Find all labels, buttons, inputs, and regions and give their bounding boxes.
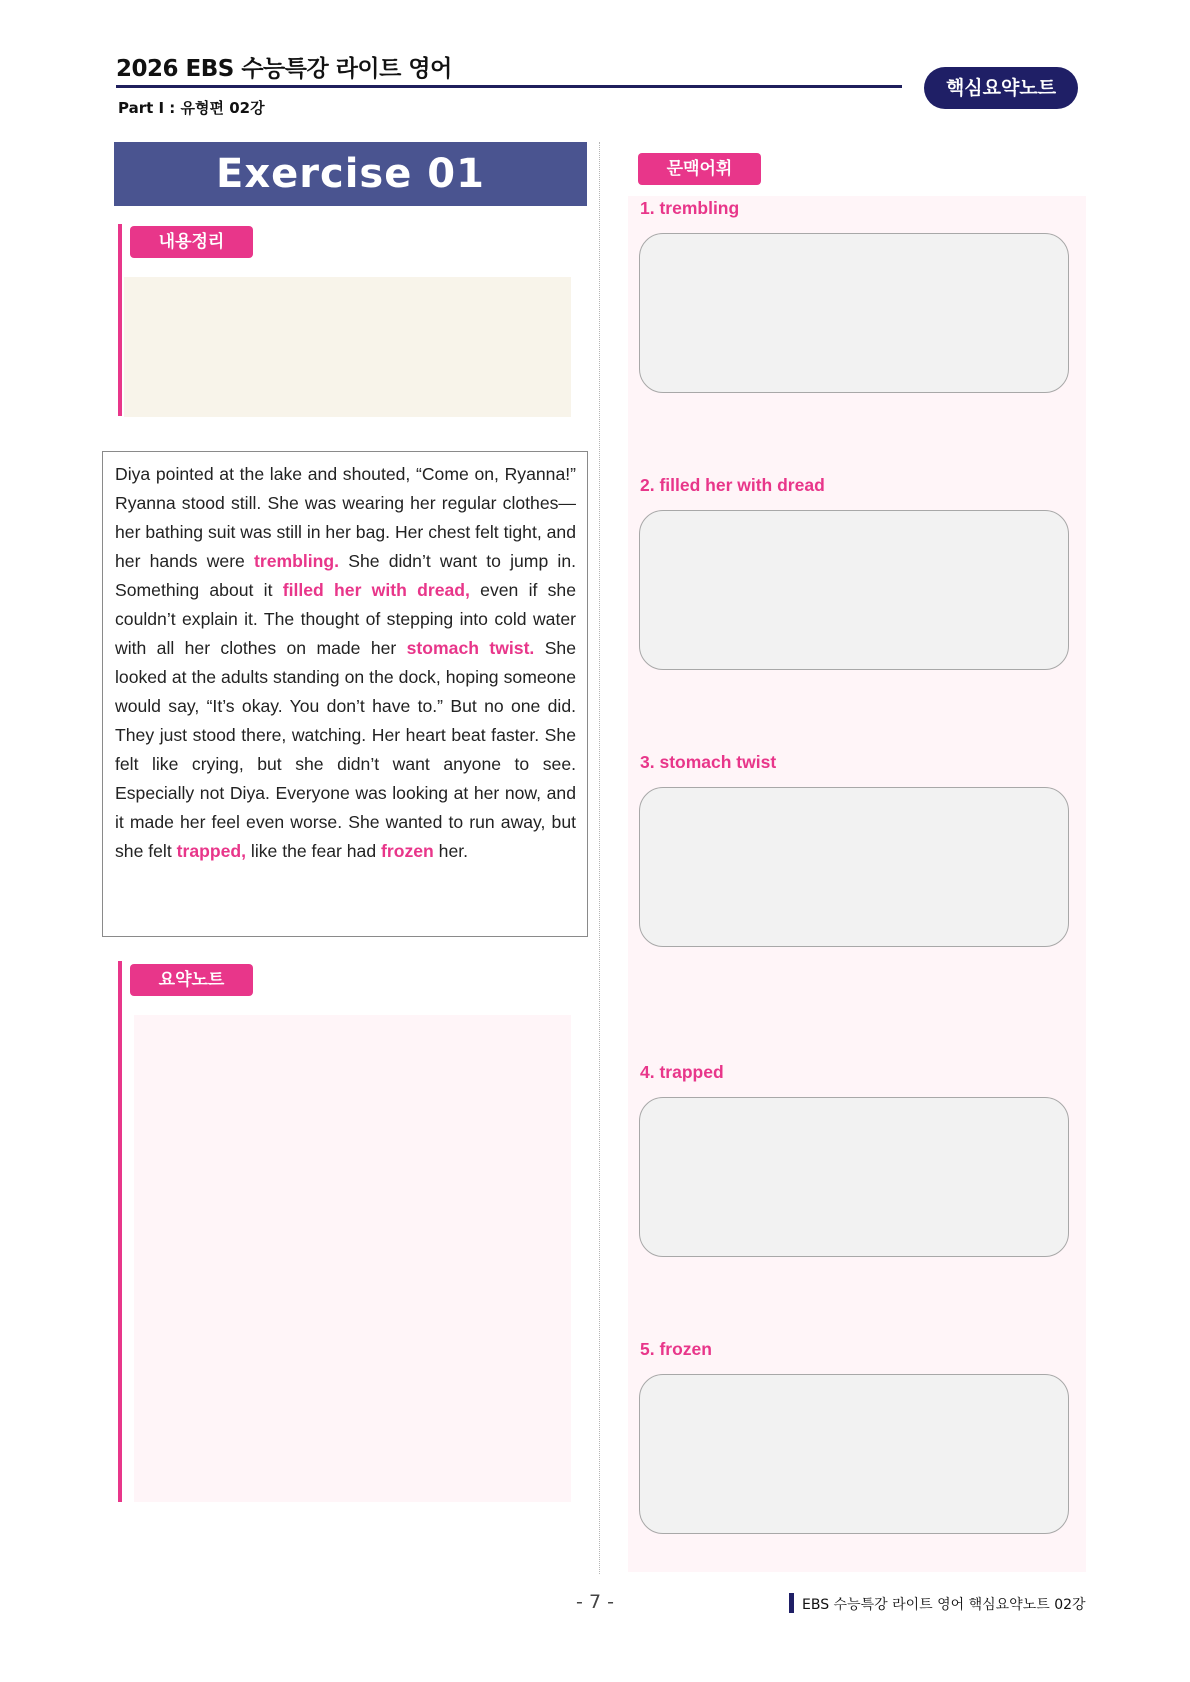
passage-segment: She looked at the adults standing on the dock, hoping someone would say, “It’s okay. You don’t have to.” But no one did. They just stood there, watching. Her heart beat faster. She felt like crying, but she didn’t want anyone to see. Especially not Diya. Everyone was looking at her now, and it made her feel even worse. She wanted to run away, but she felt (115, 638, 576, 861)
vocab-term: 2. filled her with dread (640, 475, 825, 495)
content-summary-box[interactable] (124, 277, 571, 417)
footer-text: EBS 수능특강 라이트 영어 핵심요약노트 02강 (802, 1597, 1086, 1613)
vocab-term: 4. trapped (640, 1062, 724, 1082)
highlight-stomach-twist: stomach twist. (406, 638, 535, 658)
passage-segment: like the fear had (246, 841, 381, 861)
vocab-answer-box[interactable] (639, 1097, 1069, 1257)
header-badge: 핵심요약노트 (924, 67, 1078, 109)
column-divider (599, 142, 600, 1574)
passage-text (115, 460, 576, 866)
passage-segment: Diya pointed at the lake and shouted, “Come on, Ryanna!” Ryanna stood still. She was wearing her regular clothes—her bathing suit was still in her bag. Her chest felt tight, and her hands were (115, 464, 576, 571)
content-summary-accent-bar (118, 224, 122, 416)
vocab-answer-box[interactable] (639, 233, 1069, 393)
passage-segment: her. (433, 841, 469, 861)
document-subtitle: Part Ⅰ : 유형편 02강 (118, 99, 265, 117)
vocab-answer-box[interactable] (639, 1374, 1069, 1534)
highlight-frozen: frozen (381, 841, 434, 861)
vocab-answer-box[interactable] (639, 510, 1069, 670)
page-number: - 7 - (576, 1591, 614, 1613)
highlight-filled-her-with-dread: filled her with dread, (282, 580, 470, 600)
highlight-trembling: trembling. (254, 551, 340, 571)
vocab-term: 5. frozen (640, 1339, 712, 1359)
passage-segment: She didn’t want to jump in. Something about it (115, 551, 576, 600)
header-divider (116, 85, 902, 88)
exercise-title: Exercise 01 (114, 142, 587, 206)
summary-note-box[interactable] (134, 1015, 571, 1502)
summary-note-label: 요약노트 (130, 964, 253, 996)
content-summary-label: 내용정리 (130, 226, 253, 258)
footer-accent-mark (789, 1593, 794, 1613)
document-title: 2026 EBS 수능특강 라이트 영어 (116, 56, 452, 82)
vocab-answer-box[interactable] (639, 787, 1069, 947)
summary-note-accent-bar (118, 961, 122, 1502)
highlight-trapped: trapped, (176, 841, 247, 861)
passage-box (102, 451, 588, 937)
context-vocab-label: 문맥어휘 (638, 153, 761, 185)
vocab-term: 1. trembling (640, 198, 740, 218)
passage-segment: even if she couldn’t explain it. The thought of stepping into cold water with all her clothes on made her (115, 580, 576, 658)
vocab-term: 3. stomach twist (640, 752, 777, 772)
